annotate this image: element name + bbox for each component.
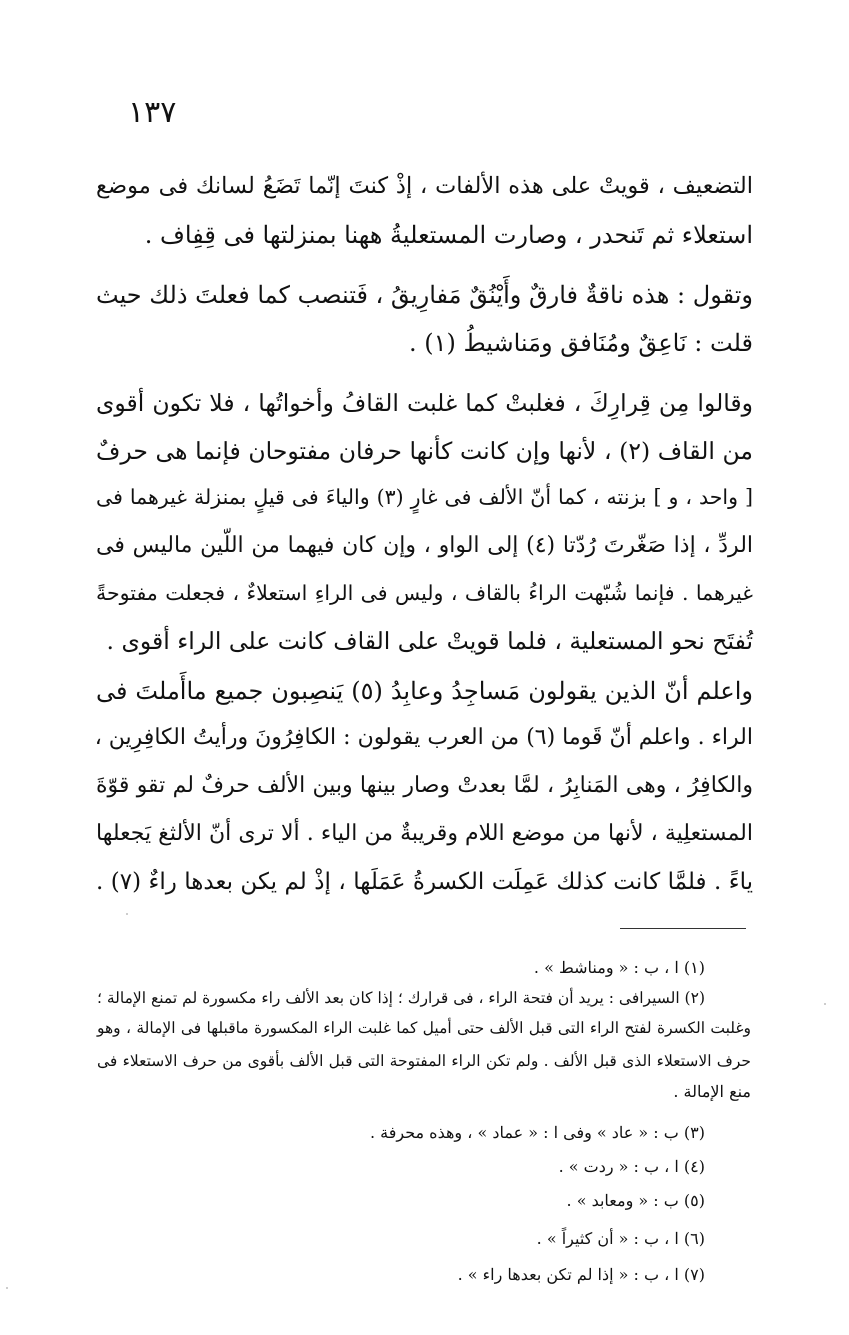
footnote-line: (٣) ب : « عاد » وفى ا : « عماد » ، وهذه محرفة .: [369, 1123, 705, 1142]
footnote-line: وغلبت الكسرة لفتح الراء التى قبل الألف حتى أميل كما غلبت الراء المكسورة ماقبلها فى الإمالة ، وهو: [97, 1019, 751, 1037]
body-line: ياءً . فلمَّا كانت كذلك عَمِلَت الكسرةُ عَمَلَها ، إذْ لم يكن بعدها راءٌ (٧) .: [96, 869, 753, 895]
body-line: واعلم أنّ الذين يقولون مَساجِدُ وعابِدُ (٥) يَنصِبون جميع ماأَملتَ فى: [96, 677, 753, 705]
footnote-line: (٦) ا ، ب : « أن كثيراً » .: [536, 1229, 705, 1248]
footnote-line: (٢) السيرافى : يريد أن فتحة الراء ، فى قرارك ؛ إذا كان بعد الألف راء مكسورة لم تمنع الإمالة ؛: [97, 989, 705, 1007]
footnote-line: (٤) ا ، ب : « ردت » .: [558, 1157, 705, 1176]
footnote-line: (٥) ب : « ومعابد » .: [566, 1191, 705, 1210]
body-line: من القاف (٢) ، لأنها وإن كانت كأنها حرفان مفتوحان فإنما هى حرفٌ: [96, 437, 754, 465]
body-line: استعلاء ثم تَنحدر ، وصارت المستعليةُ ههنا بمنزلتها فى قِفِاف .: [144, 221, 753, 249]
body-line: تُفتَح نحو المستعلية ، فلما قويتْ على القاف كانت على الراء أقوى .: [106, 627, 753, 655]
body-line: المستعلِية ، لأنها من موضع اللام وقريبةٌ من الياء . ألا ترى أنّ الألثغ يَجعلها: [96, 821, 753, 846]
body-line: غيرهما . فإنما شُبّهت الراءُ بالقاف ، وليس فى الراءِ استعلاءٌ ، فجعلت مفتوحةً: [96, 581, 753, 605]
footnote-separator: [620, 928, 746, 929]
body-line: الردِّ ، إذا صَغّرتَ رُدّتا (٤) إلى الواو ، وإن كان فيهما من اللّين ماليس فى: [96, 533, 754, 558]
body-line: التضعيف ، قويتْ على هذه الألفات ، إذْ كنتَ إنّما تَضَعُ لسانك فى موضع: [96, 173, 753, 199]
body-line: والكافِرُ ، وهى المَنابِرُ ، لمَّا بعدتْ وصار بينها وبين الألف حرفٌ لم تقو قوّةَ: [96, 773, 753, 798]
page-number: ١٣٧: [128, 95, 177, 130]
footnote-line: منع الإمالة .: [673, 1082, 751, 1101]
body-line: قلت : نَاعِقٌ ومُنَافق ومَناشيطُ (١) .: [408, 329, 753, 357]
scan-speck: [6, 1287, 8, 1289]
footnote-line: (١) ا ، ب : « ومناشط » .: [533, 958, 705, 977]
body-line: وقالوا مِن قِرارِكَ ، فغلبتْ كما غلبت القافُ وأخواتُها ، فلا تكون أقوى: [96, 389, 753, 417]
footnote-line: (٧) ا ، ب : « إذا لم تكن بعدها راء » .: [457, 1265, 705, 1284]
scan-speck: [126, 913, 128, 915]
body-line: [ واحد ، و ] بزنته ، كما أنّ الألف فى غارٍ (٣) والياءَ فى قيلٍ بمنزلة غيرهما فى: [96, 485, 753, 509]
footnote-line: حرف الاستعلاء الذى قبل الألف . ولم تكن الراء المفتوحة التى قبل الألف بأقوى من حرف الاستعلاء فى: [97, 1052, 751, 1070]
body-line: وتقول : هذه ناقةٌ فارقٌ وأَيْنُقٌ مَفارِيقُ ، فَتنصب كما فعلتَ ذلك حيث: [96, 281, 753, 309]
body-line: الراء . واعلم أنّ قَوما (٦) من العرب يقولون : الكافِرُونَ ورأيتُ الكافِرِين ،: [94, 725, 753, 750]
scan-speck: [824, 1003, 826, 1005]
